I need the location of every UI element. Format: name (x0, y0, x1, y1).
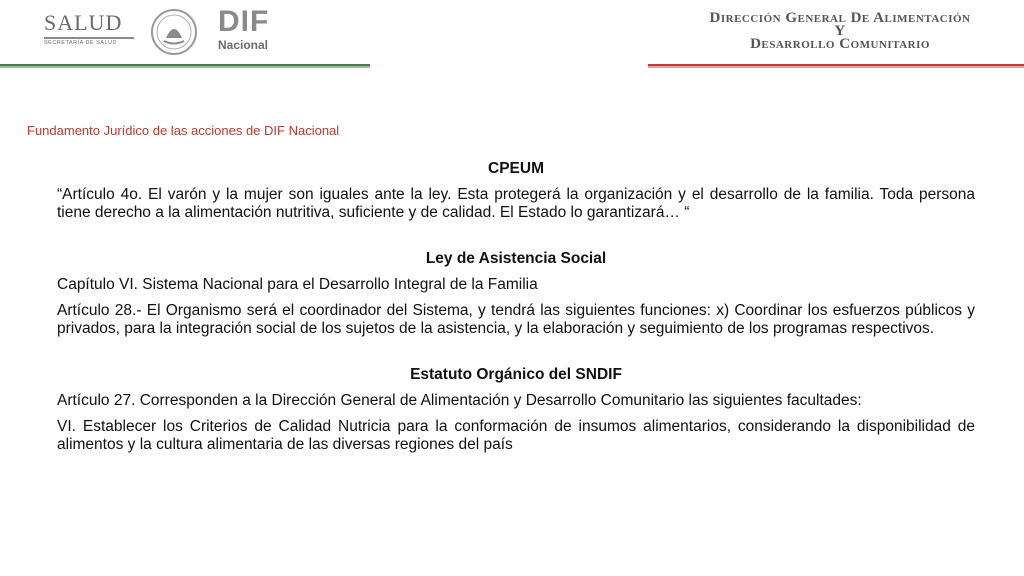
ley-chapter-vi: Capítulo VI. Sistema Nacional para el Desarrollo Integral de la Familia (57, 276, 538, 293)
salud-logo-subtext: SECRETARÍA DE SALUD (44, 40, 117, 46)
dif-logo-text: DIF (218, 5, 270, 38)
salud-logo (34, 10, 144, 50)
estatuto-article-27: Artículo 27. Corresponden a la Dirección General de Alimentación y Desarrollo Comunitario las siguientes facultades: (57, 392, 862, 409)
section-heading-ley-asistencia-social: Ley de Asistencia Social (425, 250, 607, 267)
header (0, 0, 1024, 72)
dif-logo-subtext: Nacional (218, 38, 269, 52)
section-heading-estatuto-organico: Estatuto Orgánico del SNDIF (410, 366, 622, 383)
directorate-line-3: Desarrollo Comunitario (750, 36, 930, 52)
salud-logo-underline (44, 37, 134, 39)
mexico-seal-icon (150, 8, 198, 56)
slide-subtitle: Fundamento Jurídico de las acciones de DIF Nacional (27, 123, 340, 138)
green-header-bar (0, 64, 370, 68)
directorate-line-1: Dirección General De Alimentación (709, 10, 971, 26)
salud-logo-text: SALUD (44, 10, 123, 35)
dif-logo (218, 6, 269, 51)
red-header-bar (648, 64, 1024, 68)
directorate-title (640, 12, 1024, 51)
slide-body (57, 160, 975, 462)
estatuto-fraction-vi: VI. Establecer los Criterios de Calidad Nutricia para la conformación de insumos alimentarios, considerando la disponibilidad de alimentos y la cultura alimentaria de las diversas regiones del país (57, 418, 975, 453)
directorate-line-2: Y (834, 23, 846, 39)
section-heading-cpeum: CPEUM (488, 160, 544, 177)
cpeum-article-4: “Artículo 4o. El varón y la mujer son iguales ante la ley. Esta protegerá la organización y el desarrollo de la familia. Toda persona tiene derecho a la alimentación nutritiva, suficiente y de calidad. El Estado lo garantizará… “ (57, 186, 975, 221)
ley-article-28: Artículo 28.- El Organismo será el coordinador del Sistema, y tendrá las siguientes funciones: x) Coordinar los esfuerzos públicos y privados, para la integración social de los sujetos de la asistencia, y la elaboración y seguimiento de los programas respectivos. (57, 302, 975, 337)
